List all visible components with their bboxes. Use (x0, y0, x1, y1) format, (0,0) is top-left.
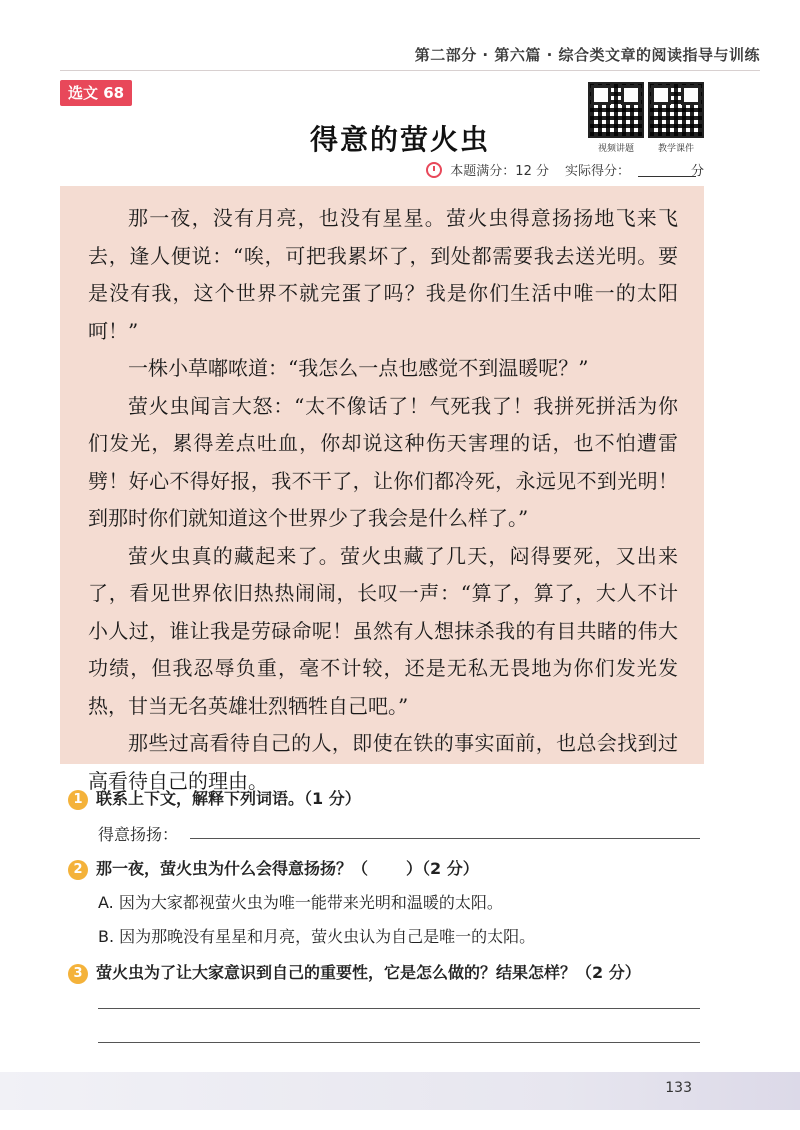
option-a: A. 因为大家都视萤火虫为唯一能带来光明和温暖的太阳。 (98, 893, 503, 912)
question-number: 2 (68, 860, 88, 880)
question-text: 联系上下文，解释下列词语。（1 分） (96, 789, 361, 808)
score-line (426, 160, 700, 179)
question-text: 萤火虫为了让大家意识到自己的重要性，它是怎么做的？结果怎样？（2 分） (96, 963, 641, 982)
header-divider (60, 70, 760, 71)
passage-paragraph: 萤火虫真的藏起来了。萤火虫藏了几天，闷得要死，又出来了，看见世界依旧热热闹闹，长叹一声：“算了，算了，大人不计小人过，谁让我是劳碌命呢！虽然有人想抹杀我的有目共睹的伟大功绩，但我忍辱负重，毫不计较，还是无私无畏地为你们发光发热，甘当无名英雄壮烈牺牲自己吧。” (88, 543, 678, 718)
score-unit: 分 (690, 164, 704, 179)
qr-caption: 教学课件 (657, 144, 694, 154)
passage-paragraph: 一株小草嘟哝道：“我怎么一点也感觉不到温暖呢？” (128, 356, 589, 380)
qr-code-courseware[interactable] (648, 82, 704, 154)
answer-line[interactable] (98, 1042, 700, 1043)
option-b: B. 因为那晚没有星星和月亮，萤火虫认为自己是唯一的太阳。 (98, 927, 536, 946)
question-number: 1 (68, 790, 88, 810)
page-number: 133 (665, 1080, 692, 1096)
question-1 (68, 786, 708, 810)
question-3 (68, 960, 708, 984)
qr-code-icon (648, 82, 704, 138)
passage-paragraph: 那些过高看待自己的人，即使在铁的事实面前，也总会找到过高看待自己的理由。 (88, 731, 678, 793)
passage-paragraph: 那一夜，没有月亮，也没有星星。萤火虫得意扬扬地飞来飞去，逢人便说：“唉，可把我累坏了，到处都需要我去送光明。要是没有我，这个世界不就完蛋了吗？我是你们生活中唯一的太阳呵！” (88, 206, 678, 343)
qr-code-video[interactable] (588, 82, 644, 154)
reading-passage (60, 186, 704, 793)
answer-label: 得意扬扬： (98, 825, 179, 844)
question-number: 3 (68, 964, 88, 984)
full-score: 本题满分：12 分 (450, 164, 549, 179)
page-title: 得意的萤火虫 (309, 123, 490, 156)
question-text: 那一夜，萤火虫为什么会得意扬扬？（ (96, 859, 369, 878)
qr-code-icon (588, 82, 644, 138)
passage-paragraph: 萤火虫闻言大怒：“太不像话了！气死我了！我拼死拼活为你们发光，累得差点吐血，你却说这种伤天害理的话，也不怕遭雷劈！好心不得好报，我不干了，让你们都冷死，永远见不到光明！到那时你们就知道这个世界少了我会是什么样了。” (88, 393, 678, 530)
question-text-end: ）（2 分） (406, 859, 479, 878)
clock-icon (426, 162, 442, 178)
qr-caption: 视频讲题 (597, 144, 634, 154)
article-tag: 选文 68 (60, 80, 132, 106)
answer-line[interactable] (98, 1008, 700, 1009)
answer-line[interactable] (190, 838, 700, 839)
section-header: 第二部分 · 第六篇 · 综合类文章的阅读指导与训练 (414, 46, 760, 64)
actual-score-label: 实际得分： (564, 164, 630, 179)
question-2 (68, 856, 708, 880)
actual-score-blank[interactable] (638, 162, 696, 177)
